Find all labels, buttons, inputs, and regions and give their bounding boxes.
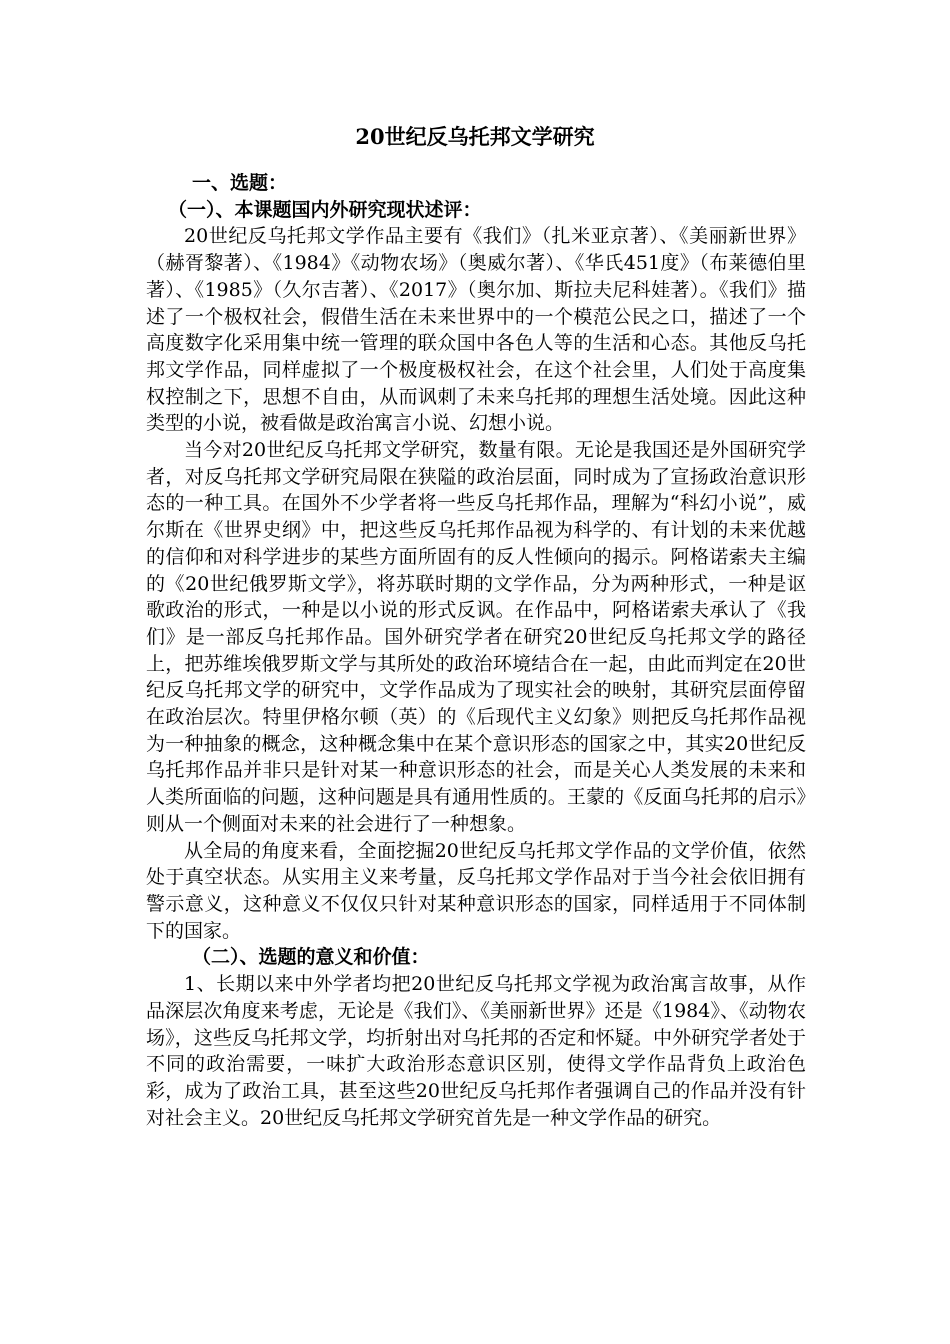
document-body bbox=[146, 170, 806, 1131]
paragraph: 1、长期以来中外学者均把20世纪反乌托邦文学视为政治寓言故事，从作品深层次角度来考虑，无论是《我们》、《美丽新世界》还是《1984》、《动物农场》，这些反乌托邦文学，均折射出对乌托邦的否定和怀疑。中外研究学者处于不同的政治需要，一味扩大政治形态意识区别，使得文学作品背负上政治色彩，成为了政治工具，甚至这些20世纪反乌托邦作者强调自己的作品并没有针对社会主义。20世纪反乌托邦文学研究首先是一种文学作品的研究。 bbox=[146, 973, 806, 1129]
paragraph: 当今对20世纪反乌托邦文学研究，数量有限。无论是我国还是外国研究学者，对反乌托邦文学研究局限在狭隘的政治层面，同时成为了宣扬政治意识形态的一种工具。在国外不少学者将一些反乌托邦作品，理解为“科幻小说”，威尔斯在《世界史纲》中，把这些反乌托邦作品视为科学的、有计划的未来优越的信仰和对科学进步的某些方面所固有的反人性倾向的揭示。阿格诺索夫主编的《20世纪俄罗斯文学》，将苏联时期的文学作品，分为两种形式，一种是讴歌政治的形式，一种是以小说的形式反讽。在作品中，阿格诺索夫承认了《我们》是一部反乌托邦作品。国外研究学者在研究20世纪反乌托邦文学的路径上，把苏维埃俄罗斯文学与其所处的政治环境结合在一起，由此而判定在20世纪反乌托邦文学的研究中，文学作品成为了现实社会的映射，其研究层面停留在政治层次。特里伊格尔顿（英）的《后现代主义幻象》则把反乌托邦作品视为一种抽象的概念，这种概念集中在某个意识形态的国家之中，其实20世纪反乌托邦作品并非只是针对某一种意识形态的社会，而是关心人类发展的未来和人类所面临的问题，这种问题是具有通用性质的。王蒙的《反面乌托邦的启示》则从一个侧面对未来的社会进行了一种想象。 bbox=[146, 439, 806, 835]
document-title: 20世纪反乌托邦文学研究 bbox=[355, 124, 595, 149]
section-heading-topic: 一、选题： bbox=[192, 172, 288, 194]
subsection-heading-significance: （二）、选题的意义和价值： bbox=[192, 946, 430, 969]
paragraph: 从全局的角度来看，全面挖掘20世纪反乌托邦文学作品的文学价值，依然处于真空状态。从实用主义来考量，反乌托邦文学作品对于当今社会依旧拥有警示意义，这种意义不仅仅只针对某种意识形态的国家，同样适用于不同体制下的国家。 bbox=[146, 839, 806, 942]
paragraph: 20世纪反乌托邦文学作品主要有《我们》（扎米亚京著）、《美丽新世界》（赫胥黎著）、《1984》《动物农场》（奥威尔著）、《华氏451度》（布莱德伯里著）、《1985》（久尔吉著）、《2017》（奥尔加、斯拉夫尼科娃著）。《我们》描述了一个极权社会，假借生活在未来世界中的一个模范公民之口，描述了一个高度数字化采用集中统一管理的联众国中各色人等的生活和心态。其他反乌托邦文学作品，同样虚拟了一个极度极权社会，在这个社会里，人们处于高度集权控制之下，思想不自由，从而讽刺了未来乌托邦的理想生活处境。因此这种类型的小说，被看做是政治寓言小说、幻想小说。 bbox=[146, 225, 806, 435]
subsection-heading-research-status: （一）、本课题国内外研究现状述评： bbox=[168, 198, 482, 221]
